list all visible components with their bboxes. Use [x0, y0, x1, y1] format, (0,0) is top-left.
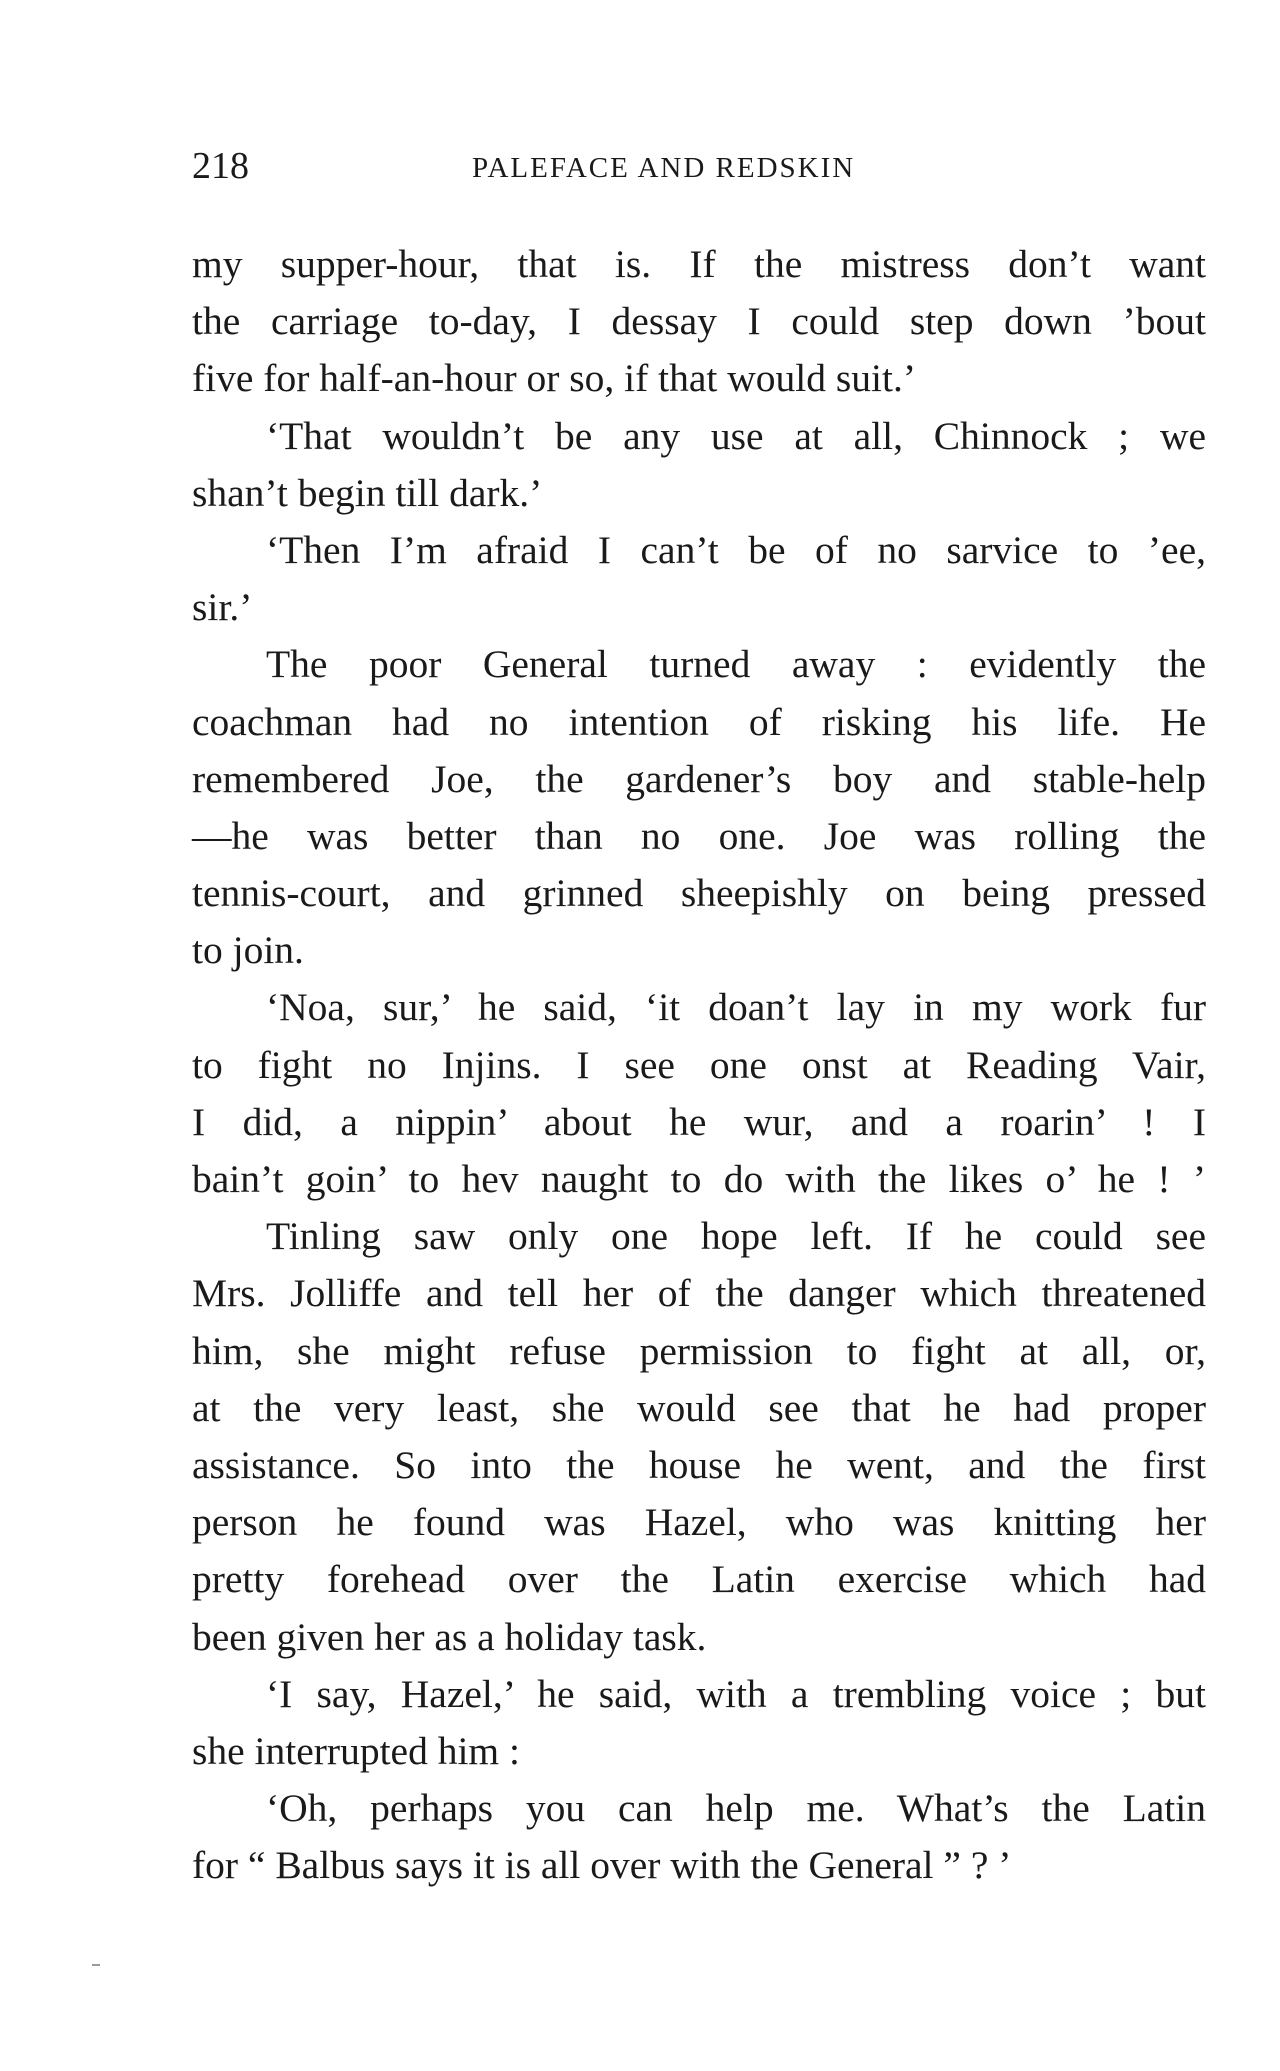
text-line: —he was better than no one. Joe was rolling the	[192, 813, 1206, 858]
text-line: to join.	[192, 928, 304, 973]
text-line: sir.’	[192, 585, 253, 630]
text-line: ‘Then I’m afraid I can’t be of no sarvice to ’ee,	[266, 527, 1206, 572]
text-line: five for half-an-hour or so, if that would suit.’	[192, 356, 916, 401]
text-line: pretty forehead over the Latin exercise which had	[192, 1557, 1206, 1602]
paragraph-4	[192, 636, 1206, 979]
text-line: him, she might refuse permission to fight at all, or,	[192, 1328, 1206, 1373]
text-line: I did, a nippin’ about he wur, and a roarin’ ! I	[192, 1099, 1206, 1144]
paragraph-2	[192, 408, 1206, 522]
text-line: at the very least, she would see that he had proper	[192, 1385, 1206, 1430]
running-title: PALEFACE AND REDSKIN	[472, 152, 856, 184]
text-line: coachman had no intention of risking his life. He	[192, 699, 1206, 744]
body-text	[192, 236, 1206, 1894]
text-line: assistance. So into the house he went, and the first	[192, 1442, 1206, 1487]
text-line: the carriage to-day, I dessay I could step down ’bout	[192, 299, 1206, 344]
text-line: tennis-court, and grinned sheepishly on being pressed	[192, 871, 1206, 916]
text-line: Mrs. Jolliffe and tell her of the danger which threatened	[192, 1271, 1206, 1316]
text-line: my supper-hour, that is. If the mistress don’t want	[192, 242, 1206, 286]
text-line: ‘Oh, perhaps you can help me. What’s the Latin	[266, 1786, 1206, 1831]
text-line: shan’t begin till dark.’	[192, 470, 543, 515]
paragraph-7	[192, 1666, 1206, 1780]
page-number: 218	[192, 145, 249, 187]
text-line: The poor General turned away : evidently the	[266, 642, 1206, 687]
running-head	[192, 142, 1206, 190]
paragraph-8	[192, 1780, 1206, 1894]
paragraph-1	[192, 236, 1206, 408]
text-line: ‘I say, Hazel,’ he said, with a trembling voice ; but	[266, 1671, 1206, 1716]
text-line: person he found was Hazel, who was knitting her	[192, 1500, 1206, 1545]
text-line: for “ Balbus says it is all over with the General ” ? ’	[192, 1843, 1012, 1888]
paragraph-6	[192, 1208, 1206, 1666]
text-line: Tinling saw only one hope left. If he could see	[266, 1214, 1206, 1259]
paragraph-5	[192, 979, 1206, 1208]
text-line: to fight no Injins. I see one onst at Reading Vair,	[192, 1042, 1206, 1087]
paragraph-3	[192, 522, 1206, 636]
text-line: bain’t goin’ to hev naught to do with the likes o’ he ! ’	[192, 1157, 1206, 1201]
text-line: ‘Noa, sur,’ he said, ‘it doan’t lay in my work fur	[266, 985, 1206, 1030]
scan-speck	[92, 1964, 100, 1966]
text-line: ‘That wouldn’t be any use at all, Chinnock ; we	[266, 413, 1206, 458]
text-line: been given her as a holiday task.	[192, 1614, 707, 1659]
text-line: she interrupted him :	[192, 1728, 520, 1773]
text-line: remembered Joe, the gardener’s boy and stable-help	[192, 756, 1206, 801]
